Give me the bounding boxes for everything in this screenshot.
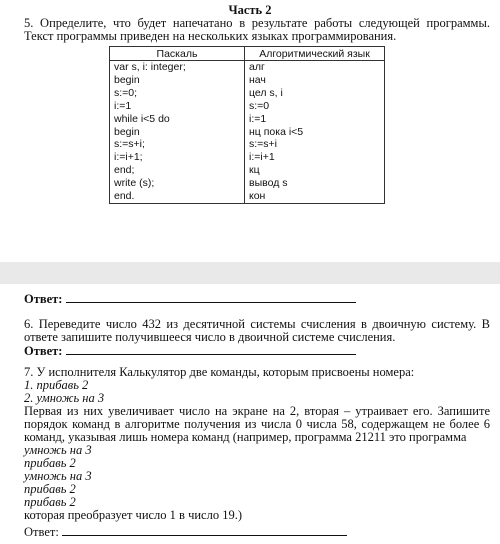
table-row <box>110 61 385 74</box>
question-7-title: 7. У исполнителя Калькулятор две команды, которым присвоены номера: <box>24 365 415 379</box>
table-row <box>110 87 385 100</box>
table-row <box>110 100 385 113</box>
page-divider <box>0 262 500 284</box>
pascal-line: s:=s+i; <box>110 138 245 151</box>
example-line: умножь на 3 <box>24 443 92 457</box>
program-table <box>109 46 385 204</box>
table-row <box>110 177 385 190</box>
algo-line: кц <box>245 164 385 177</box>
table-row <box>110 113 385 126</box>
question-5-text: 5. Определите, что будет напечатано в результате работы следующей программы. Текст программы приведен на нескольких языках программирования. <box>24 16 490 43</box>
table-row <box>110 164 385 177</box>
pascal-line: write (s); <box>110 177 245 190</box>
pascal-line: begin <box>110 126 245 139</box>
table-row <box>110 151 385 164</box>
algo-line: алг <box>245 61 385 74</box>
worksheet-top <box>0 0 500 262</box>
algo-line: нц пока i<5 <box>245 126 385 139</box>
answer-line-5 <box>24 292 356 306</box>
algo-line: i:=1 <box>245 113 385 126</box>
table-row <box>110 138 385 151</box>
column-header-pascal: Паскаль <box>110 47 245 61</box>
part-title: Часть 2 <box>228 3 272 17</box>
pascal-line: begin <box>110 74 245 87</box>
question-6-text: 6. Переведите число 432 из десятичной системы счисления в двоичную систему. В ответе запишите получившееся число в двоичной системе счисления. <box>24 317 490 344</box>
algo-line: s:=s+i <box>245 138 385 151</box>
answer-blank[interactable] <box>66 344 356 355</box>
algo-line: нач <box>245 74 385 87</box>
table-row <box>110 126 385 139</box>
pascal-line: end. <box>110 190 245 203</box>
answer-label: Ответ: <box>24 292 63 306</box>
algo-line: s:=0 <box>245 100 385 113</box>
pascal-line: s:=0; <box>110 87 245 100</box>
answer-blank[interactable] <box>62 525 347 536</box>
algo-line: цел s, i <box>245 87 385 100</box>
worksheet-bottom <box>0 284 500 544</box>
column-header-algorithmic: Алгоритмический язык <box>245 47 385 61</box>
table-row <box>110 190 385 203</box>
pascal-line: var s, i: integer; <box>110 61 245 74</box>
answer-label: Ответ: <box>24 344 63 358</box>
example-line: умножь на 3 <box>24 469 92 483</box>
question-7-text: Первая из них увеличивает число на экране на 2, вторая – утраивает его. Запишите порядок команд в алгоритме получения из числа 0 числа 58, содержащем не более 6 команд, указывая лишь номера команд (например, программа 21211 это программа <box>24 404 490 444</box>
example-line: прибавь 2 <box>24 482 76 496</box>
pascal-line: end; <box>110 164 245 177</box>
table-row <box>110 74 385 87</box>
example-line: прибавь 2 <box>24 456 76 470</box>
command-1: 1. прибавь 2 <box>24 378 89 392</box>
answer-label: Ответ: <box>24 525 59 539</box>
answer-line-6 <box>24 344 356 358</box>
answer-blank[interactable] <box>66 292 356 303</box>
algo-line: кон <box>245 190 385 203</box>
question-7-closing: которая преобразует число 1 в число 19.) <box>24 508 242 522</box>
example-line: прибавь 2 <box>24 495 76 509</box>
answer-line-7 <box>24 525 347 539</box>
pascal-line: i:=1 <box>110 100 245 113</box>
algo-line: вывод s <box>245 177 385 190</box>
pascal-line: while i<5 do <box>110 113 245 126</box>
algo-line: i:=i+1 <box>245 151 385 164</box>
command-2: 2. умножь на 3 <box>24 391 105 405</box>
pascal-line: i:=i+1; <box>110 151 245 164</box>
